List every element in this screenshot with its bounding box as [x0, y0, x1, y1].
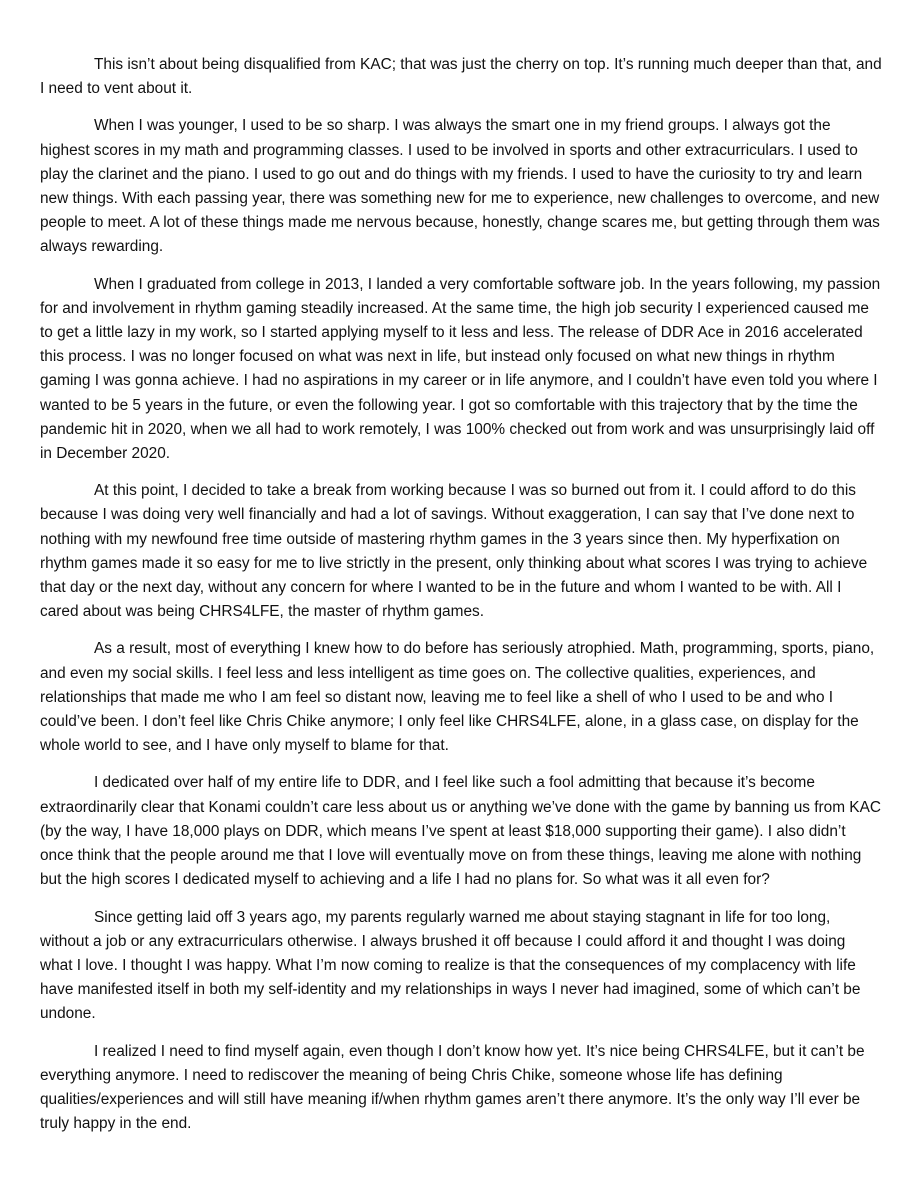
paragraph-career-and-rhythm-gaming: When I graduated from college in 2013, I landed a very comfortable software job. In the years following, my passion for and involvement in rhythm gaming steadily increased. At the same time, the high job security I experienced caused me to get a little lazy in my work, so I started applying myself to it less and less. The release of DDR Ace in 2016 accelerated this process. I was no longer focused on what was next in life, but instead only focused on what new things in rhythm gaming I was gonna achieve. I had no aspirations in my career or in life anymore, and I couldn’t have even told you where I wanted to be 5 years in the future, or even the following year. I got so comfortable with this trajectory that by the time the pandemic hit in 2020, when we all had to work remotely, I was 100% checked out from work and was unsurprisingly laid off in December 2020.	[40, 275, 881, 463]
paragraph-rediscover-self: I realized I need to find myself again, even though I don’t know how yet. It’s nice being CHRS4LFE, but it can’t be everything anymore. I need to rediscover the meaning of being Chris Chike, someone whose life has defining qualities/experiences and will still have meaning if/when rhythm games aren’t there anymore. It’s the only way I’ll ever be truly happy in the end.	[40, 1042, 865, 1133]
paragraph-younger-years: When I was younger, I used to be so sharp. I was always the smart one in my friend groups. I always got the highest scores in my math and programming classes. I used to be involved in sports and other extracurriculars. I used to play the clarinet and the piano. I used to go out and do things with my friends. I used to have the curiosity to try and learn new things. With each passing year, there was something new for me to experience, new challenges to overcome, and new people to meet. A lot of these things made me nervous because, honestly, change scares me, but getting through them was always rewarding.	[40, 117, 880, 256]
paragraph-kac-disqualification: This isn’t about being disqualified from KAC; that was just the cherry on top. It’s running much deeper than that, and I need to vent about it.	[40, 56, 882, 98]
paragraph-parents-warning: Since getting laid off 3 years ago, my parents regularly warned me about staying stagnant in life for too long, without a job or any extracurriculars otherwise. I always brushed it off because I could afford it and thought I was doing what I love. I thought I was happy. What I’m now coming to realize is that the consequences of my complacency with life have manifested itself in both my self-identity and my relationships in ways I never had imagined, some of which can’t be undone.	[40, 908, 861, 1023]
paragraph-dedication-to-ddr: I dedicated over half of my entire life to DDR, and I feel like such a fool admitting that because it’s become extraordinarily clear that Konami couldn’t care less about us or anything we’ve done with the game by banning us from KAC (by the way, I have 18,000 plays on DDR, which means I’ve spent at least $18,000 supporting their game). I also didn’t once think that the people around me that I love will eventually move on from these things, leaving me alone with nothing but the high scores I dedicated myself to achieving and a life I had no plans for. So what was it all even for?	[40, 774, 881, 889]
paragraph-break-from-work: At this point, I decided to take a break from working because I was so burned out from it. I could afford to do this because I was doing very well financially and had a lot of savings. Without exaggeration, I can say that I’ve done next to nothing with my newfound free time outside of mastering rhythm games in the 3 years since then. My hyperfixation on rhythm games made it so easy for me to live strictly in the present, only thinking about what scores I was trying to achieve that day or the next day, without any concern for where I wanted to be in the future and whom I wanted to be with. All I cared about was being CHRS4LFE, the master of rhythm games.	[40, 482, 868, 621]
paragraph-skills-atrophied: As a result, most of everything I knew how to do before has seriously atrophied. Math, programming, sports, piano, and even my social skills. I feel less and less intelligent as time goes on. The collective qualities, experiences, and relationships that made me who I am feel so distant now, leaving me to feel like a shell of who I used to be and who I could’ve been. I don’t feel like Chris Chike anymore; I only feel like CHRS4LFE, alone, in a glass case, on display for the whole world to see, and I have only myself to blame for that.	[40, 640, 875, 755]
